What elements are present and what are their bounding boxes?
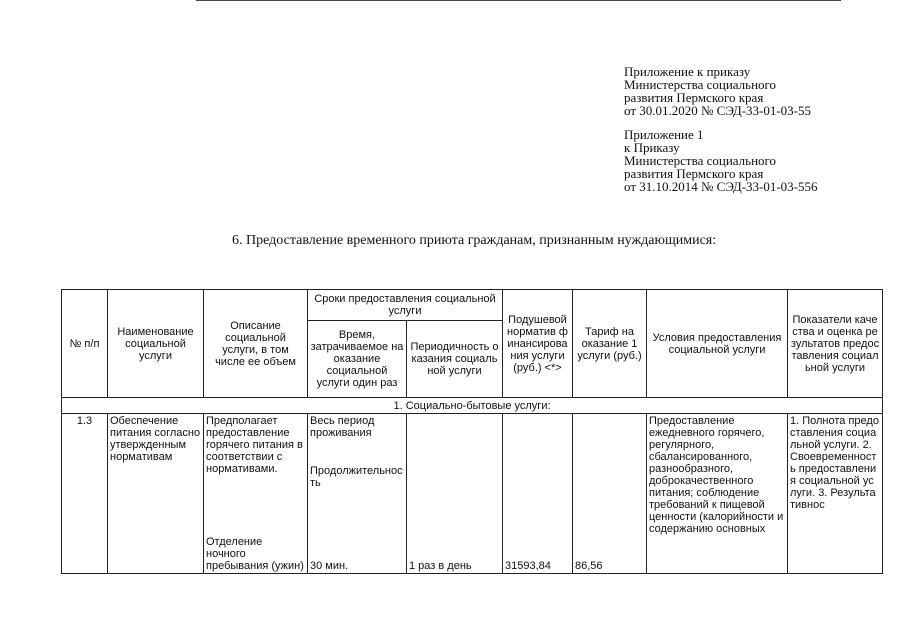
table-row: [62, 414, 883, 574]
col-header-indicators: Показатели качества и оценка результатов предоставления социальной услуги: [788, 290, 883, 398]
cell-time: [308, 414, 407, 574]
cell-conditions: Предоставление ежедневного горячего, регулярного, сбалансированного, разнообразного, доброкачественного питания; соблюдение требований к пищевой ценности (калорийности и содержанию основных: [647, 414, 788, 574]
cell-description: [204, 414, 308, 574]
col-header-frequency: Периодичность оказания социальной услуги: [407, 321, 503, 398]
appendix-line: развития Пермского края: [624, 166, 764, 181]
cell-norm: 31593,84: [503, 414, 573, 574]
col-header-name: Наименование социальной услуги: [108, 290, 204, 398]
top-border-line: [196, 0, 841, 1]
services-table: [61, 289, 883, 574]
description-main: Предполагает предоставление горячего питания в соответствии с нормативами.: [206, 415, 303, 475]
time-period: Весь период проживания: [310, 415, 375, 439]
cell-name: Обеспечение питания согласно утвержденным нормативам: [108, 414, 204, 574]
col-header-num: № п/п: [62, 290, 108, 398]
time-duration-value: 30 мин.: [310, 560, 349, 572]
cell-indicators: 1. Полнота предоставления социальной услуги. 2. Своевременность предоставления социальной услуги. 3. Результативнос: [788, 414, 883, 574]
appendix-line: развития Пермского края: [624, 90, 764, 105]
appendix-line: Министерства социального: [624, 77, 777, 92]
appendix-line: к Приказу: [624, 140, 680, 155]
col-header-terms: Сроки предоставления социальной услуги: [308, 290, 503, 321]
appendix-line: Приложение 1: [624, 127, 704, 142]
col-header-description: Описание социальной услуги, в том числе ее объем: [204, 290, 308, 398]
col-header-time: Время, затрачиваемое на оказание социальной услуги один раз: [308, 321, 407, 398]
col-header-tariff: Тариф на оказание 1 услуги (руб.): [573, 290, 647, 398]
appendix-line: Приложение к приказу: [624, 64, 751, 79]
cell-frequency: 1 раз в день: [407, 414, 503, 574]
cell-num: 1.3: [62, 414, 108, 574]
col-header-norm: Подушевой норматив финансирования услуги (руб.) <*>: [503, 290, 573, 398]
section-row: 1. Социально-бытовые услуги:: [62, 398, 883, 414]
appendix-line: от 31.10.2014 № СЭД-33-01-03-556: [624, 179, 818, 194]
cell-tariff: 86,56: [573, 414, 647, 574]
appendix-note-2020: [624, 65, 811, 117]
description-night: Отделение ночного пребывания (ужин): [206, 536, 304, 572]
appendix-line: от 30.01.2020 № СЭД-33-01-03-55: [624, 103, 812, 118]
appendix-line: Министерства социального: [624, 153, 777, 168]
appendix-note-2014: [624, 128, 818, 193]
section-heading: 6. Предоставление временного приюта гражданам, признанным нуждающимися:: [232, 233, 717, 248]
col-header-conditions: Условия предоставления социальной услуги: [647, 290, 788, 398]
time-duration-label: Продолжительность: [310, 465, 403, 489]
